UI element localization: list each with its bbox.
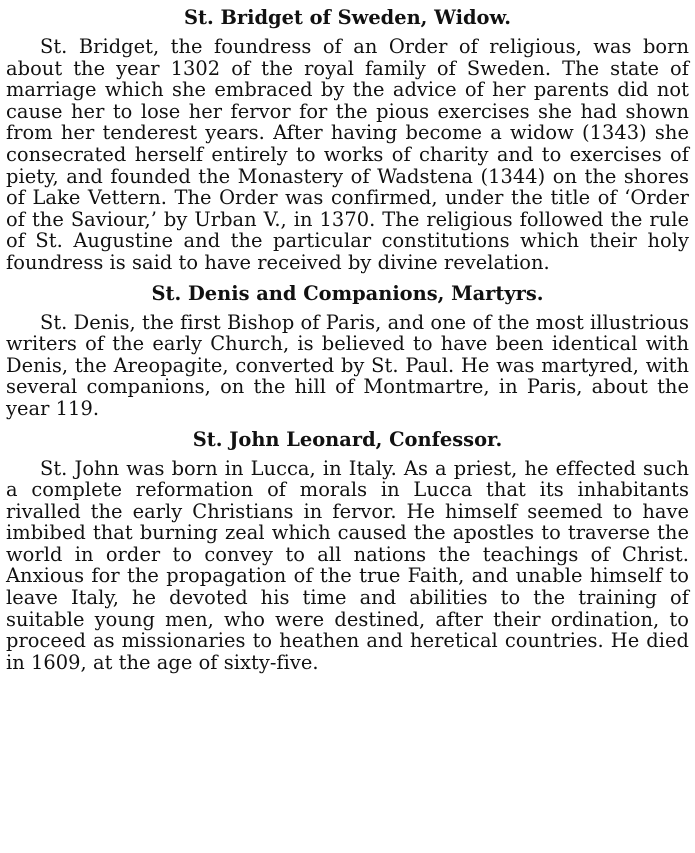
section-heading: St. Denis and Companions, Martyrs.	[151, 281, 544, 305]
section-st-denis	[6, 278, 689, 420]
section-st-bridget	[6, 2, 689, 274]
section-body: St. John was born in Lucca, in Italy. As a priest, he effected such a complete reformation of morals in Lucca that its inhabitants rivalled the early Christians in fervor. He himself seemed to have imbibed that burning zeal which caused the apostles to traverse the world in order to convey to all nations the teachings of Christ. Anxious for the propagation of the true Faith, and unable himself to leave Italy, he devoted his time and abilities to the training of suitable young men, who were destined, after their ordination, to proceed as missionaries to heathen and heretical countries. He died in 1609, at the age of sixty-five.	[6, 456, 689, 674]
section-heading: St. John Leonard, Confessor.	[192, 427, 503, 451]
section-body: St. Denis, the first Bishop of Paris, and one of the most illustrious writers of the early Church, is believed to have been identical with Denis, the Areopagite, converted by St. Paul. He was martyred, with several companions, on the hill of Montmartre, in Paris, about the year 119.	[6, 310, 689, 420]
section-body: St. Bridget, the foundress of an Order of religious, was born about the year 1302 of the royal family of Sweden. The state of marriage which she embraced by the advice of her parents did not cause her to lose her fervor for the pious exercises she had shown from her tenderest years. After having become a widow (1343) she consecrated herself entirely to works of charity and to exercises of piety, and founded the Monastery of Wadstena (1344) on the shores of Lake Vettern. The Order was confirmed, under the title of ‘Order of the Saviour,’ by Urban V., in 1370. The religious followed the rule of St. Augustine and the particular constitutions which their holy foundress is said to have received by divine revelation.	[6, 35, 689, 274]
section-st-john-leonard	[6, 424, 689, 674]
section-heading: St. Bridget of Sweden, Widow.	[184, 6, 511, 29]
